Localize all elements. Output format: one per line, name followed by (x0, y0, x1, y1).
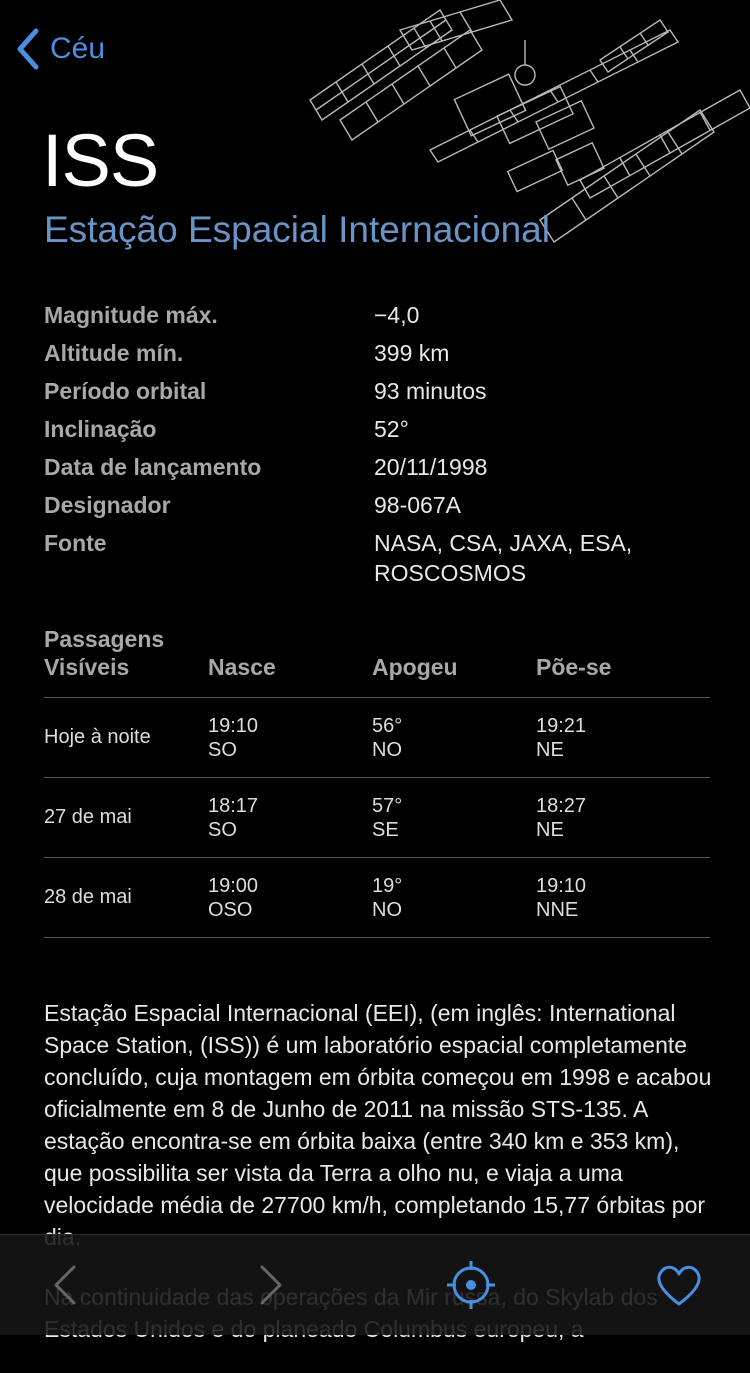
pass-date: 28 de mai (44, 886, 132, 908)
pass-date: 27 de mai (44, 806, 132, 828)
apogee-altitude: 57° (372, 794, 403, 817)
fact-value: 20/11/1998 (374, 454, 488, 480)
fact-row (44, 528, 724, 588)
fact-label: Altitude mín. (44, 340, 184, 366)
apogee-direction: NO (372, 738, 402, 761)
chevron-left-icon[interactable] (38, 1257, 94, 1313)
table-header (44, 626, 710, 698)
column-header-apogee: Apogeu (372, 654, 458, 680)
table-row[interactable] (44, 778, 710, 858)
fact-label: Magnitude máx. (44, 302, 218, 328)
column-header-set: Põe-se (536, 654, 612, 680)
apogee-cell (372, 794, 536, 842)
fact-label: Período orbital (44, 378, 207, 404)
fact-row (44, 376, 724, 406)
set-direction: NE (536, 738, 564, 761)
page-title: ISS (42, 119, 159, 202)
facts-list (44, 300, 724, 596)
rise-direction: SO (208, 738, 237, 761)
fact-value: NASA, CSA, JAXA, ESA, ROSCOSMOS (374, 530, 633, 586)
fact-row (44, 490, 724, 520)
bottom-toolbar (0, 1234, 750, 1335)
apogee-altitude: 19° (372, 874, 403, 897)
set-time: 19:10 (536, 874, 587, 897)
rise-cell (208, 794, 372, 842)
fact-row (44, 452, 724, 482)
fact-value: 98-067A (374, 492, 461, 518)
fact-value: 52° (374, 416, 409, 442)
chevron-left-icon (14, 27, 42, 71)
apogee-direction: NO (372, 898, 402, 921)
rise-cell (208, 874, 372, 922)
fact-label: Fonte (44, 530, 107, 556)
fact-label: Data de lançamento (44, 454, 262, 480)
rise-time: 19:10 (208, 714, 259, 737)
set-direction: NE (536, 818, 564, 841)
back-label: Céu (50, 32, 106, 65)
apogee-cell (372, 714, 536, 762)
pass-date: Hoje à noite (44, 726, 151, 748)
fact-value: −4,0 (374, 302, 420, 328)
column-header-rise: Nasce (208, 654, 276, 680)
fact-row (44, 300, 724, 330)
fact-label: Inclinação (44, 416, 157, 442)
apogee-cell (372, 874, 536, 922)
page-subtitle: Estação Espacial Internacional (44, 209, 550, 250)
fact-value: 399 km (374, 340, 450, 366)
set-cell (536, 874, 710, 922)
rise-direction: SO (208, 818, 237, 841)
back-button[interactable] (14, 26, 105, 72)
description-paragraph: Estação Espacial Internacional (EEI), (em inglês: International Space Station, (ISS)) é um laboratório espacial completamente concluído, cuja montagem em órbita começou em 1998 e acabou oficialmente em 8 de Junho de 2011 na missão STS-135. A estação encontra-se em órbita baixa (entre 340 km e 353 km), que possibilita ser vista da Terra a olho nu, e viaja a uma velocidade média de 27700 km/h, completando 15,77 órbitas por (44, 1000, 712, 1218)
fact-row (44, 338, 724, 368)
fact-row (44, 414, 724, 444)
rise-time: 19:00 (208, 874, 259, 897)
rise-direction: OSO (208, 898, 253, 921)
apogee-direction: SE (372, 818, 399, 841)
set-time: 19:21 (536, 714, 587, 737)
set-direction: NNE (536, 898, 579, 921)
heart-icon[interactable] (651, 1257, 707, 1313)
chevron-right-icon[interactable] (242, 1257, 298, 1313)
fact-label: Designador (44, 492, 171, 518)
locate-icon[interactable] (443, 1257, 499, 1313)
rise-time: 18:17 (208, 794, 259, 817)
fact-value: 93 minutos (374, 378, 487, 404)
rise-cell (208, 714, 372, 762)
set-time: 18:27 (536, 794, 587, 817)
table-row[interactable] (44, 698, 710, 778)
apogee-altitude: 56° (372, 714, 403, 737)
set-cell (536, 794, 710, 842)
set-cell (536, 714, 710, 762)
column-header-passes: Passagens Visíveis (44, 626, 165, 680)
visible-passes-table (44, 626, 710, 938)
table-row[interactable] (44, 858, 710, 938)
